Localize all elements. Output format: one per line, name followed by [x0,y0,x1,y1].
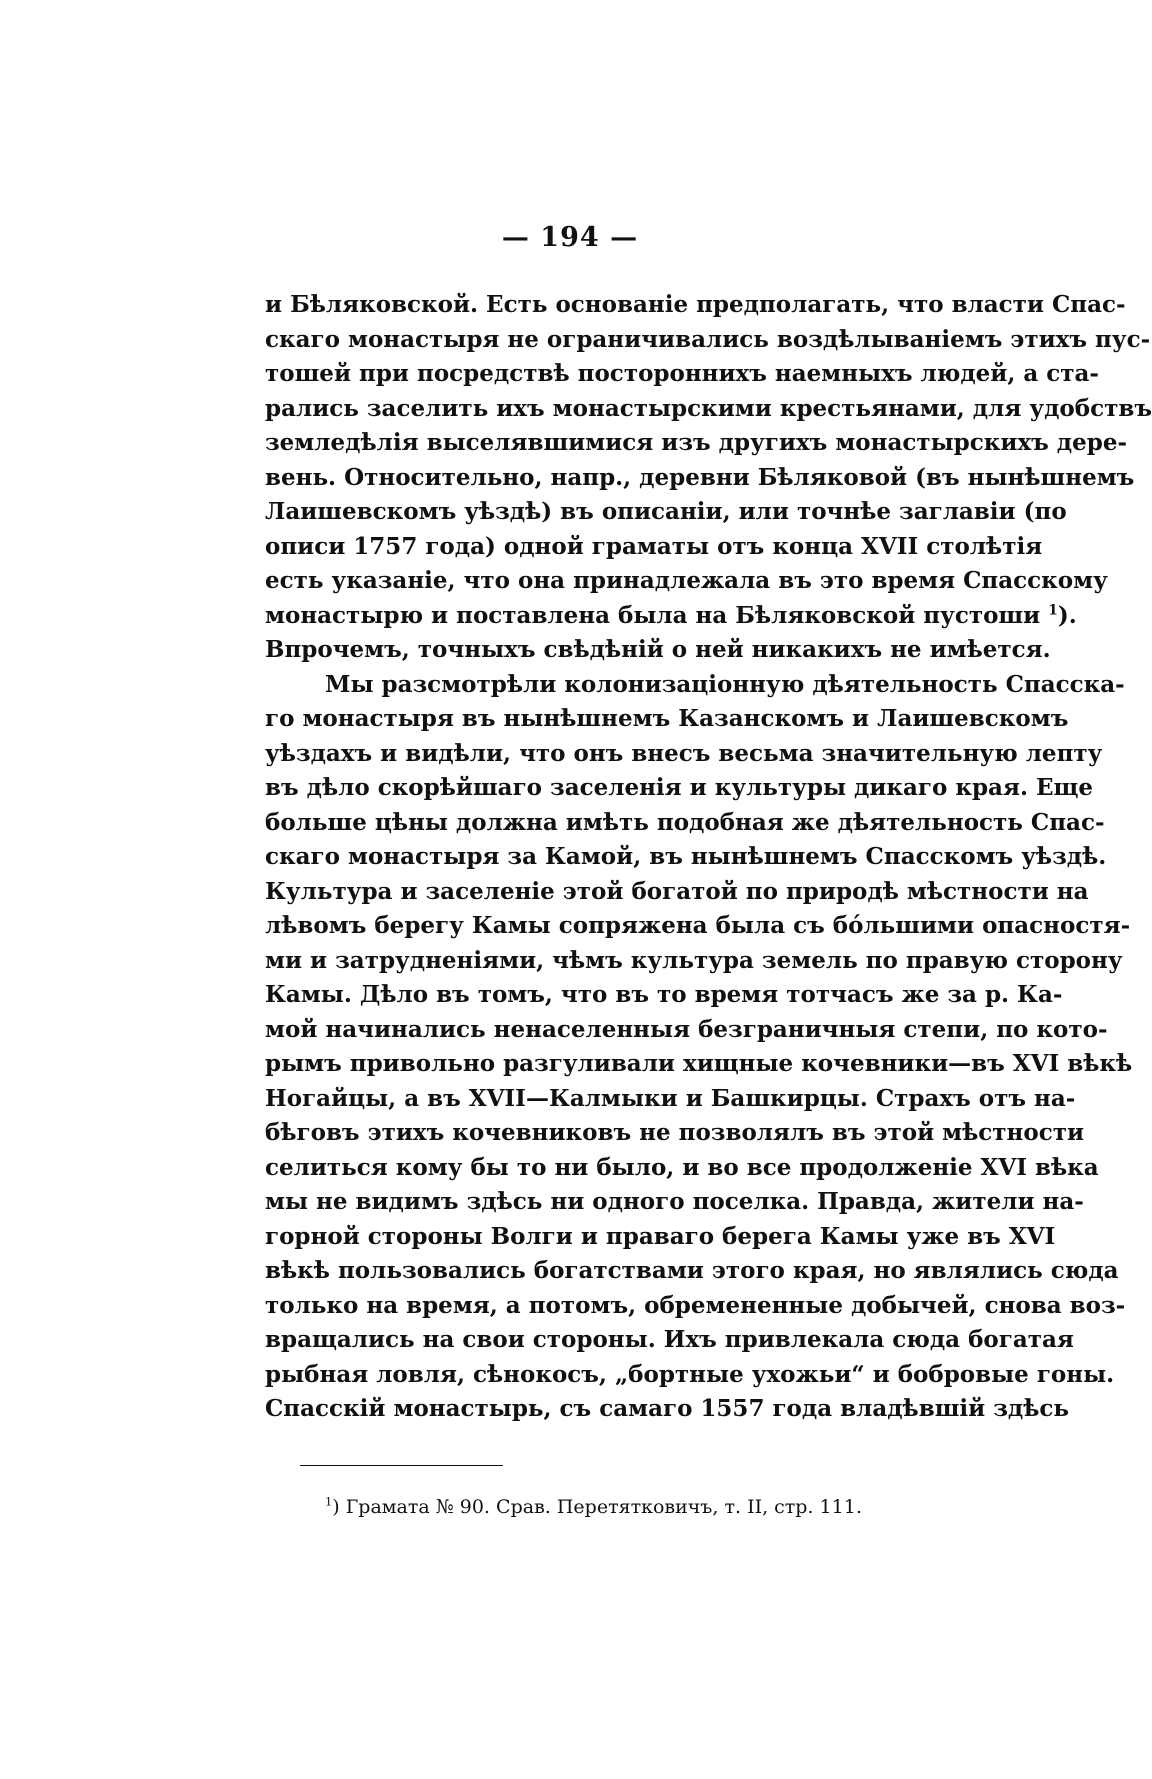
body-text [265,288,1152,1427]
text-line: въ дѣло скорѣйшаго заселенія и культуры дикаго края. Еще [265,774,1094,801]
text-line: скаго монастыря за Камой, въ нынѣшнемъ Спасскомъ уѣздѣ. [265,843,1107,870]
text-line: скаго монастыря не ограничивались воздѣлываніемъ этихъ пус- [265,325,1151,353]
page-number: — 194 — [501,222,639,253]
footnote [325,1494,862,1520]
text-line: Ногайцы, а въ XVII—Калмыки и Башкирцы. Страхъ отъ на- [265,1084,1076,1112]
text-line: рыбная ловля, сѣнокосъ, „бортные ухожьи“ и бобровые гоны. [265,1360,1115,1388]
text-line: описи 1757 года) одной граматы отъ конца XVII столѣтія [265,532,1043,560]
text-line: селиться кому бы то ни было, и во все продолженіе XVI вѣка [265,1153,1099,1181]
text-line: тошей при посредствѣ постороннихъ наемныхъ людей, а ста- [265,360,1099,387]
text-line: Культура и заселеніе этой богатой по природѣ мѣстности на [265,877,1089,905]
text-line: уѣздахъ и видѣли, что онъ внесъ весьма значительную лепту [265,739,1103,767]
text-line: рымъ привольно разгуливали хищные кочевники—въ XVI вѣкѣ [265,1050,1133,1077]
text-line: Камы. Дѣло въ томъ, что въ то время тотчасъ же за р. Ка- [265,981,1063,1008]
footnote-marker-tail: ) [332,1496,340,1518]
footnote-reference-tail: ). [1057,601,1077,629]
text-line: Спасскій монастырь, съ самаго 1557 года владѣвшій здѣсь [265,1395,1070,1422]
text-line: Лаишевскомъ уѣздѣ) въ описаніи, или точнѣе заглавіи (по [265,498,1067,525]
text-line: бѣговъ этихъ кочевниковъ не позволялъ въ этой мѣстности [265,1119,1085,1146]
text-line: и Бѣляковской. Есть основаніе предполагать, что власти Спас- [265,291,1126,318]
text-line: Мы разсмотрѣли колонизаціонную дѣятельность Спасска- [325,670,1125,698]
text-line: только на время, а потомъ, обремененные добычей, снова воз- [265,1291,1126,1319]
text-line: земледѣлія выселявшимися изъ другихъ монастырскихъ дере- [265,429,1128,456]
text-line: мой начинались ненаселенныя безграничныя степи, по кото- [265,1015,1108,1043]
text-line: лѣвомъ берегу Камы сопряжена была съ бо́льшими опасностя- [265,912,1131,939]
text-line: вращались на свои стороны. Ихъ привлекала сюда богатая [265,1326,1074,1353]
text-line: рались заселить ихъ монастырскими крестьянами, для удобствъ [265,394,1152,422]
text-line: больше цѣны должна имѣть подобная же дѣятельность Спас- [265,808,1105,836]
text-line: вѣкѣ пользовались богатствами этого края, но являлись сюда [265,1257,1119,1284]
footnote-marker: 1 [325,1494,333,1509]
text-line: Впрочемъ, точныхъ свѣдѣній о ней никакихъ не имѣется. [265,636,1051,663]
footnote-divider [300,1465,503,1466]
paragraph-1 [265,288,1152,668]
text-line: го монастыря въ нынѣшнемъ Казанскомъ и Лаишевскомъ [265,705,1069,732]
text-line-content: монастырю и поставлена была на Бѣляковской пустоши [265,601,1041,629]
paragraph-2 [265,668,1133,1427]
text-line: мы не видимъ здѣсь ни одного поселка. Правда, жители на- [265,1188,1084,1215]
text-line-with-footnote-ref [265,599,1077,634]
footnote-reference: 1 [1048,601,1058,618]
text-line: есть указаніе, что она принадлежала въ это время Спасскому [265,567,1108,594]
footnote-text: Грамата № 90. Срав. Перетятковичъ, т. II, стр. 111. [339,1496,862,1518]
text-line: вень. Относительно, напр., деревни Бѣляковой (въ нынѣшнемъ [265,463,1135,491]
text-line: ми и затрудненіями, чѣмъ культура земель по правую сторону [265,946,1123,974]
text-line: горной стороны Волги и праваго берега Камы уже въ XVI [265,1222,1056,1250]
